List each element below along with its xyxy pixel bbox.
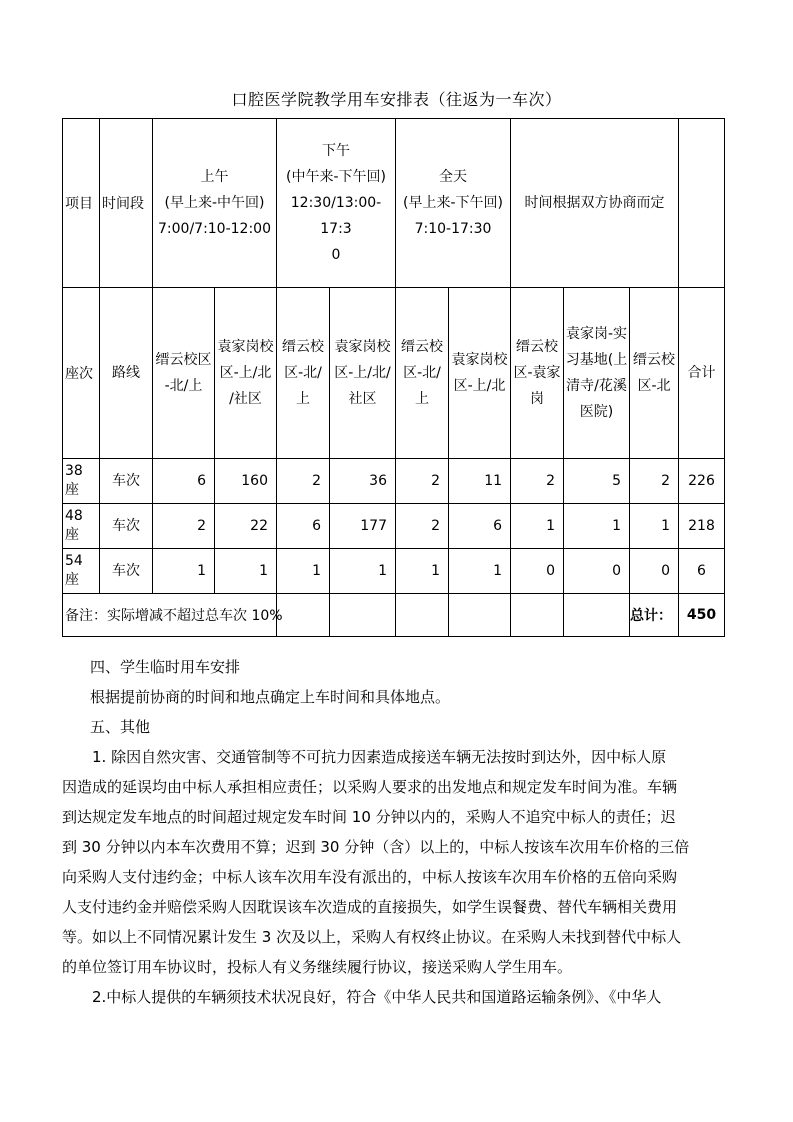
value-cell: 2 <box>630 459 679 504</box>
header-row-routes <box>63 288 725 459</box>
value-cell: 0 <box>511 549 564 594</box>
value-cell: 1 <box>449 549 511 594</box>
seat-cell: 38 座 <box>63 459 100 504</box>
paragraph-line: 等。如以上不同情况累计发生 3 次及以上，采购人有权终止协议。在采购人未找到替代中标人 <box>62 928 682 946</box>
header-route: 路线 <box>100 288 153 459</box>
header-row-period <box>63 119 725 288</box>
total-cell: 6 <box>679 549 725 594</box>
body-text <box>62 652 726 1012</box>
route-col-4: 袁家岗校 区-上/北/ 社区 <box>330 288 396 459</box>
value-cell: 2 <box>511 459 564 504</box>
empty-cell <box>396 594 449 637</box>
value-cell: 1 <box>215 549 277 594</box>
paragraph-line: 到达规定发车地点的时间超过规定发车时间 10 分钟以内的，采购人不追究中标人的责任；迟 <box>62 808 676 826</box>
value-cell: 2 <box>396 504 449 549</box>
header-item: 项目 <box>63 119 100 288</box>
empty-cell <box>511 594 564 637</box>
value-cell: 36 <box>330 459 396 504</box>
header-full-day: 全天 (早上来-下午回) 7:10-17:30 <box>396 119 511 288</box>
value-cell: 1 <box>564 504 630 549</box>
footer-row <box>63 594 725 637</box>
route-col-7: 缙云校 区-袁家 岗 <box>511 288 564 459</box>
header-seat: 座次 <box>63 288 100 459</box>
table-row <box>63 549 725 594</box>
value-cell: 2 <box>396 459 449 504</box>
value-cell: 2 <box>277 459 330 504</box>
empty-cell <box>330 594 396 637</box>
table-row <box>63 459 725 504</box>
route-col-9: 缙云校 区-北 <box>630 288 679 459</box>
paragraph-line: 2.中标人提供的车辆须技术状况良好，符合《中华人民共和国道路运输条例》、《中华人 <box>92 988 662 1006</box>
header-afternoon: 下午 (中午来-下午回) 12:30/13:00-17:3 0 <box>277 119 396 288</box>
header-negotiated: 时间根据双方协商而定 <box>511 119 679 288</box>
value-cell: 2 <box>153 504 215 549</box>
total-cell: 226 <box>679 459 725 504</box>
value-cell: 1 <box>153 549 215 594</box>
header-empty-cell <box>679 119 725 288</box>
paragraph-line: 的单位签订用车协议时，投标人有义务继续履行协议，接送采购人学生用车。 <box>62 958 573 976</box>
paragraph-line: 根据提前协商的时间和地点确定上车时间和具体地点。 <box>90 688 451 706</box>
route-col-8: 袁家岗-实 习基地(上 清寺/花溪 医院) <box>564 288 630 459</box>
paragraph-line: 到 30 分钟以内本车次费用不算；迟到 30 分钟（含）以上的，中标人按该车次用车价格的三倍 <box>62 838 690 856</box>
paragraph-line: 1. 除因自然灾害、交通管制等不可抗力因素造成接送车辆无法按时到达外，因中标人原 <box>92 748 667 766</box>
route-col-1: 缙云校区 -北/上 <box>153 288 215 459</box>
empty-cell <box>449 594 511 637</box>
grand-total-label: 总计： <box>630 594 679 637</box>
value-cell: 22 <box>215 504 277 549</box>
route-col-6: 袁家岗校 区-上/北 <box>449 288 511 459</box>
header-total: 合计 <box>679 288 725 459</box>
empty-cell <box>564 594 630 637</box>
section-heading: 四、学生临时用车安排 <box>90 658 241 676</box>
table-row <box>63 504 725 549</box>
route-col-2: 袁家岗校 区-上/北 /社区 <box>215 288 277 459</box>
value-cell: 1 <box>630 504 679 549</box>
value-cell: 0 <box>564 549 630 594</box>
value-cell: 177 <box>330 504 396 549</box>
value-cell: 1 <box>511 504 564 549</box>
value-cell: 1 <box>277 549 330 594</box>
value-cell: 5 <box>564 459 630 504</box>
value-cell: 6 <box>449 504 511 549</box>
paragraph-line: 人支付违约金并赔偿采购人因耽误该车次造成的直接损失，如学生误餐费、替代车辆相关费用 <box>62 898 678 916</box>
section-heading: 五、其他 <box>90 718 151 736</box>
grand-total-value: 450 <box>679 594 725 637</box>
remark-cell: 备注：实际增减不超过总车次 10% <box>63 594 277 637</box>
header-period: 时间段 <box>100 119 153 288</box>
unit-cell: 车次 <box>100 549 153 594</box>
value-cell: 0 <box>630 549 679 594</box>
value-cell: 11 <box>449 459 511 504</box>
route-col-3: 缙云校 区-北/ 上 <box>277 288 330 459</box>
unit-cell: 车次 <box>100 504 153 549</box>
value-cell: 6 <box>153 459 215 504</box>
header-morning: 上午 (早上来-中午回) 7:00/7:10-12:00 <box>153 119 277 288</box>
empty-cell <box>277 594 330 637</box>
unit-cell: 车次 <box>100 459 153 504</box>
total-cell: 218 <box>679 504 725 549</box>
paragraph-line: 向采购人支付违约金；中标人该车次用车没有派出的，中标人按该车次用车价格的五倍向采购 <box>62 868 678 886</box>
seat-cell: 48 座 <box>63 504 100 549</box>
value-cell: 1 <box>330 549 396 594</box>
vehicle-schedule-table <box>62 118 725 637</box>
route-col-5: 缙云校 区-北/ 上 <box>396 288 449 459</box>
paragraph-line: 因造成的延误均由中标人承担相应责任；以采购人要求的出发地点和规定发车时间为准。车辆 <box>62 778 678 796</box>
value-cell: 1 <box>396 549 449 594</box>
seat-cell: 54 座 <box>63 549 100 594</box>
page-title: 口腔医学院教学用车安排表（往返为一车次） <box>231 90 562 109</box>
value-cell: 160 <box>215 459 277 504</box>
value-cell: 6 <box>277 504 330 549</box>
